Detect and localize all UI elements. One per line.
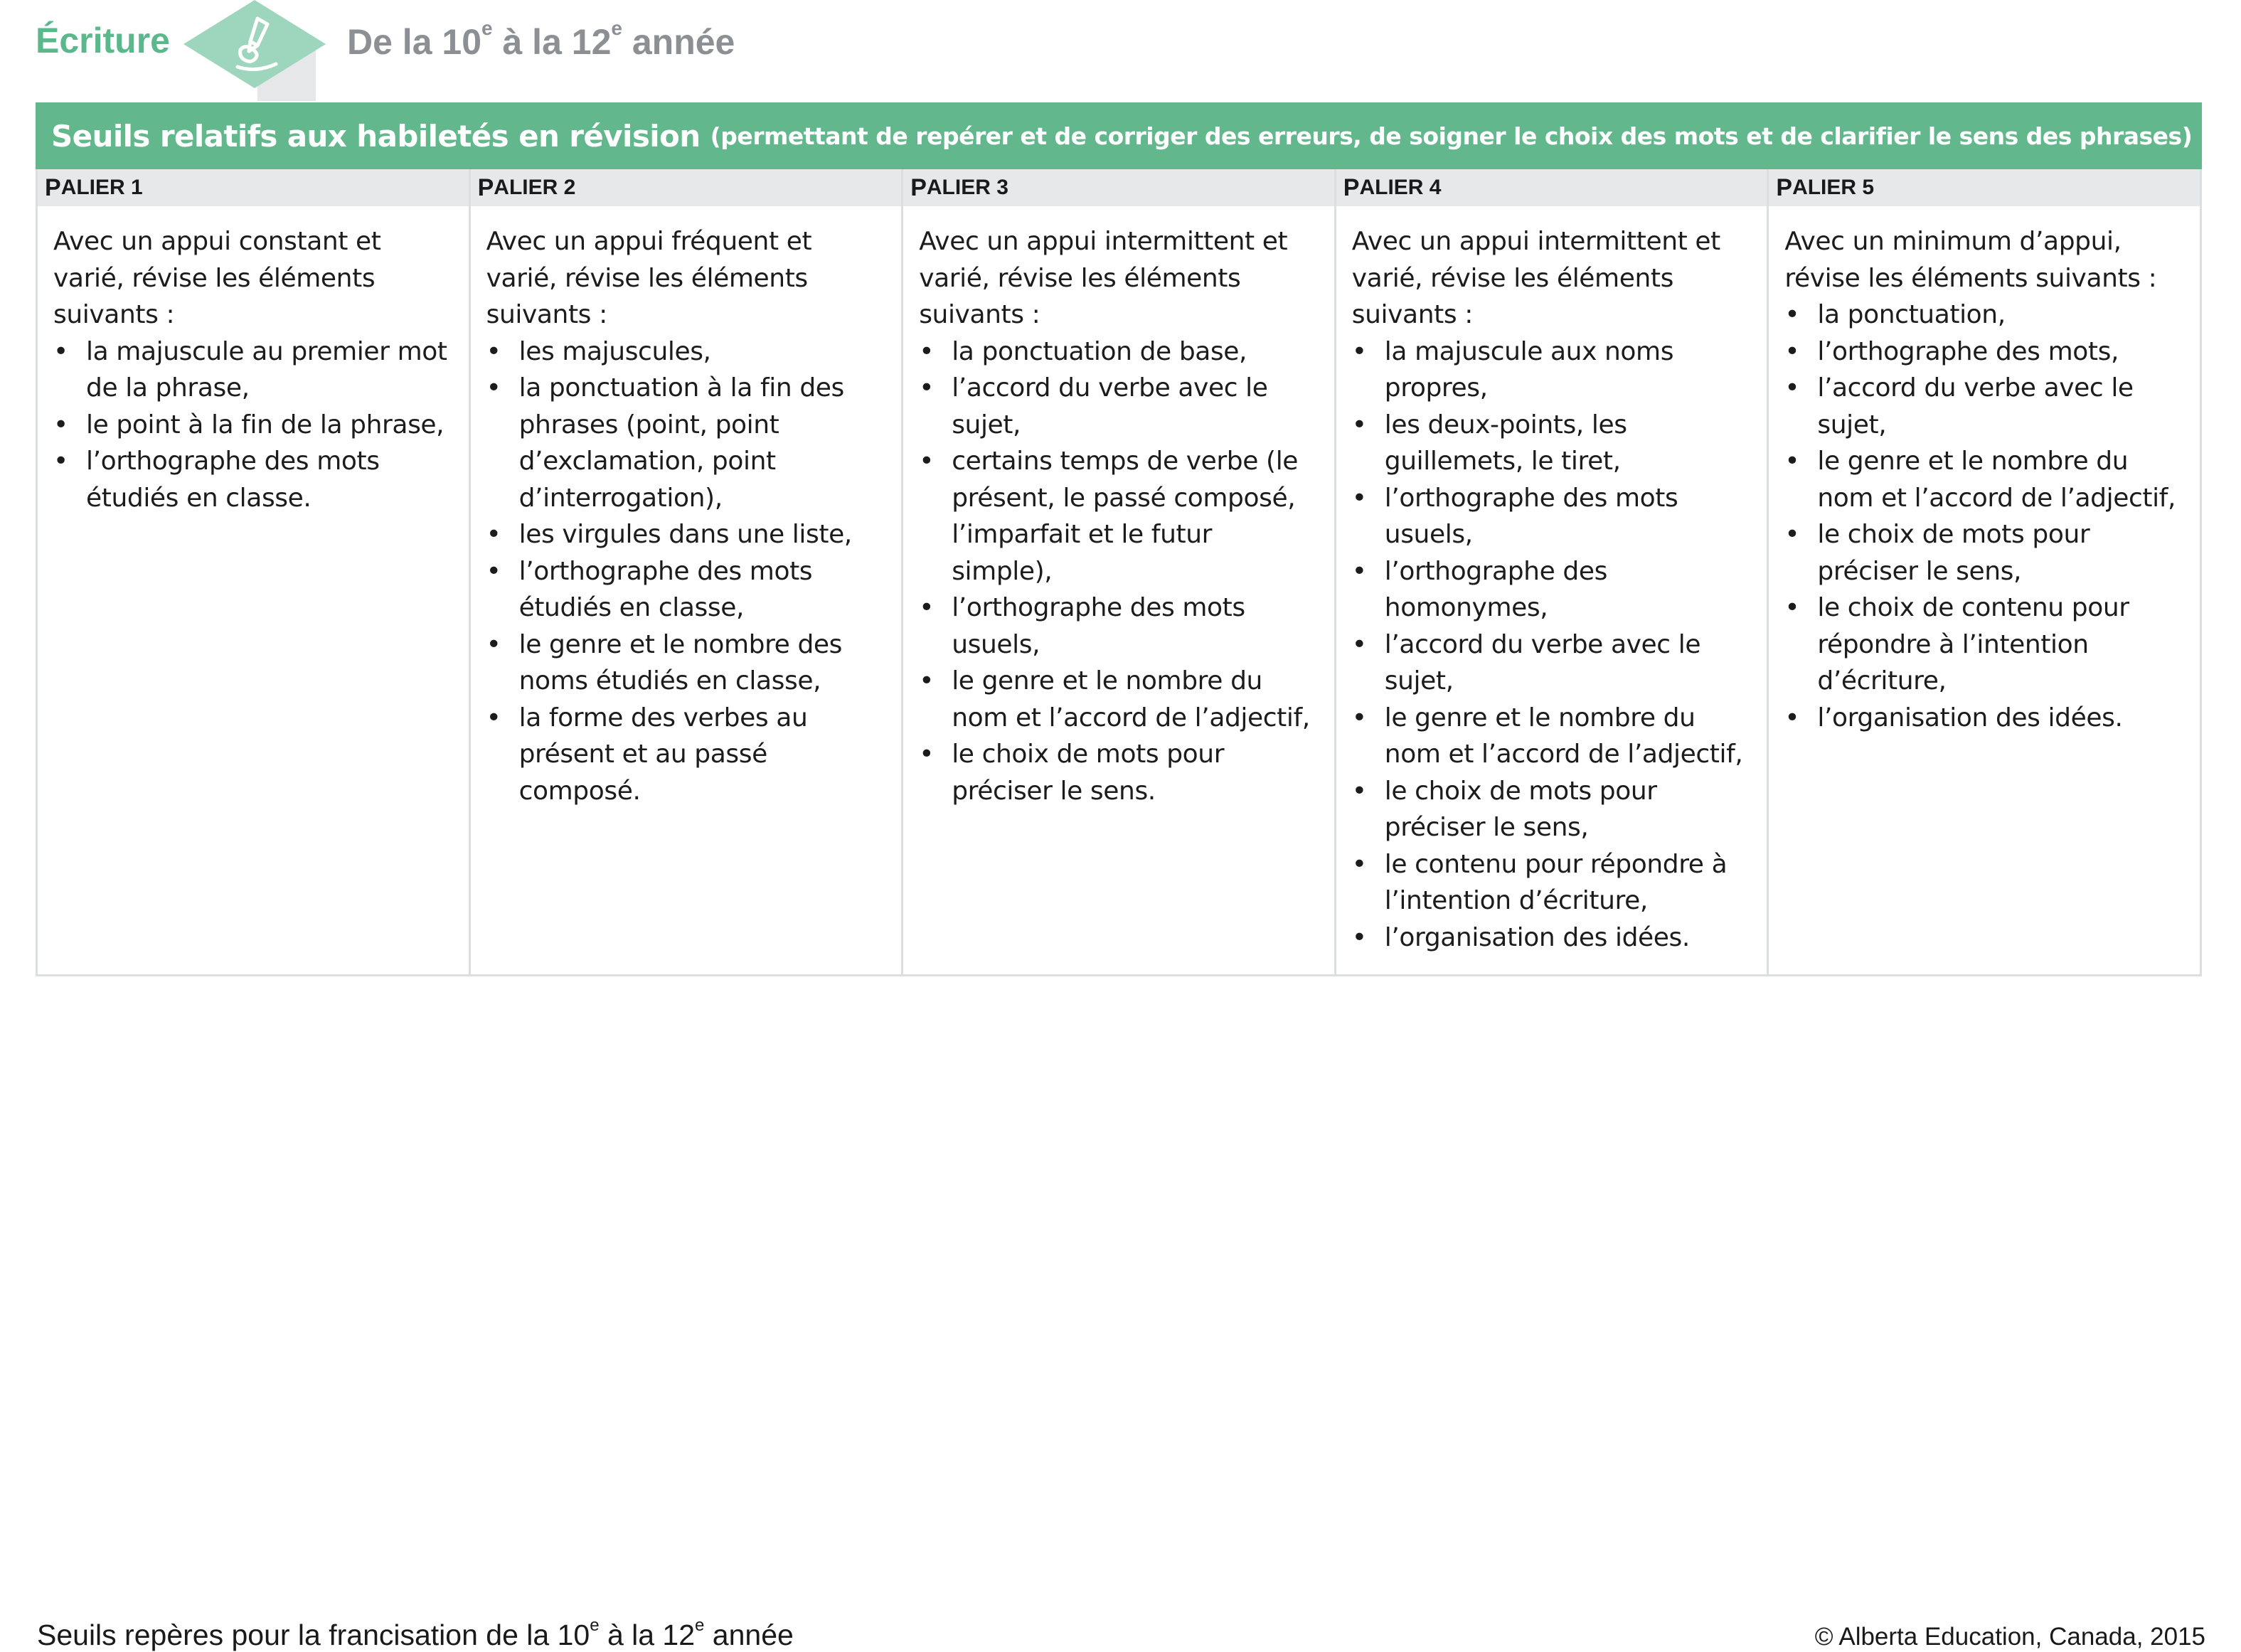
palier-intro: Avec un appui fréquent et varié, révise les éléments suivants : — [486, 227, 812, 329]
palier-body — [471, 206, 902, 974]
palier-intro: Avec un appui constant et varié, révise les éléments suivants : — [53, 227, 381, 329]
grade-text-3: année — [622, 22, 735, 62]
footer-sup-1: e — [590, 1616, 600, 1635]
palier-column — [903, 169, 1336, 974]
palier-header-text: ALIER 5 — [1792, 176, 1875, 199]
list-item: • le genre et le nombre du nom et l’accord de l’adjectif, — [919, 663, 1320, 736]
list-item: • les virgules dans une liste, — [486, 516, 888, 553]
palier-header — [38, 169, 469, 206]
palier-header-text: ALIER 3 — [926, 176, 1008, 199]
list-item: • la forme des verbes au présent et au passé composé. — [486, 700, 888, 810]
palier-column — [1336, 169, 1769, 974]
list-item: • l’organisation des idées. — [1352, 920, 1753, 956]
grade-range — [347, 17, 735, 63]
list-item: • le contenu pour répondre à l’intention d’écriture, — [1352, 846, 1753, 920]
palier-list — [486, 334, 888, 810]
list-item: • l’accord du verbe avec le sujet, — [1352, 627, 1753, 700]
footer-copyright: © Alberta Education, Canada, 2015 — [1814, 1623, 2205, 1651]
table-title: Seuils relatifs aux habiletés en révision — [51, 118, 701, 154]
palier-intro: Avec un minimum d’appui, révise les éléments suivants : — [1784, 227, 2157, 293]
palier-list — [53, 334, 454, 517]
grade-text-1: De la 10 — [347, 22, 482, 62]
palier-header — [903, 169, 1334, 206]
grade-sup-1: e — [481, 17, 493, 39]
palier-list — [1352, 334, 1753, 956]
list-item: • l’orthographe des mots usuels, — [1352, 480, 1753, 553]
palier-header-text: ALIER 1 — [60, 176, 143, 199]
palier-header — [1336, 169, 1767, 206]
palier-list — [919, 334, 1320, 810]
grade-sup-2: e — [611, 17, 622, 39]
subject-title: Écriture — [36, 21, 170, 60]
palier-header — [1769, 169, 2200, 206]
list-item: • la ponctuation, — [1784, 297, 2186, 334]
palier-body — [1769, 206, 2200, 974]
list-item: • le point à la fin de la phrase, — [53, 407, 454, 444]
list-item: • le choix de mots pour préciser le sens, — [1352, 773, 1753, 846]
palier-body — [38, 206, 469, 974]
palier-header-initial: P — [1343, 174, 1360, 201]
list-item: • la majuscule au premier mot de la phrase, — [53, 334, 454, 407]
subject-badge — [183, 0, 347, 100]
footer-text-1: Seuils repères pour la francisation de la 10 — [37, 1619, 590, 1651]
palier-column — [1769, 169, 2202, 974]
pencil-hand-icon — [183, 0, 347, 100]
grade-text-2: à la 12 — [492, 22, 612, 62]
list-item: • la ponctuation à la fin des phrases (point, point d’exclamation, point d’interrogation), — [486, 370, 888, 516]
list-item: • le genre et le nombre du nom et l’accord de l’adjectif, — [1784, 443, 2186, 516]
table-columns — [36, 169, 2202, 976]
list-item: • l’orthographe des mots étudiés en classe, — [486, 553, 888, 627]
palier-intro: Avec un appui intermittent et varié, révise les éléments suivants : — [919, 227, 1288, 329]
palier-intro: Avec un appui intermittent et varié, révise les éléments suivants : — [1351, 227, 1720, 329]
palier-header-initial: P — [477, 174, 494, 201]
palier-header — [471, 169, 902, 206]
footer-title — [37, 1616, 794, 1652]
palier-header-initial: P — [1776, 174, 1793, 201]
list-item: • la majuscule aux noms propres, — [1352, 334, 1753, 407]
page-header — [36, 0, 1031, 92]
footer-text-2: à la 12 — [599, 1619, 696, 1651]
palier-column — [38, 169, 471, 974]
table-title-bar — [36, 102, 2202, 169]
list-item: • l’orthographe des mots étudiés en classe. — [53, 443, 454, 516]
list-item: • l’orthographe des mots usuels, — [919, 590, 1320, 663]
palier-header-initial: P — [910, 174, 927, 201]
palier-body — [1336, 206, 1767, 974]
list-item: • le genre et le nombre du nom et l’accord de l’adjectif, — [1352, 700, 1753, 773]
footer-text-3: année — [704, 1619, 794, 1651]
palier-header-text: ALIER 4 — [1359, 176, 1442, 199]
list-item: • l’orthographe des mots, — [1784, 334, 2186, 371]
list-item: • le choix de mots pour préciser le sens. — [919, 736, 1320, 809]
palier-column — [471, 169, 904, 974]
list-item: • le choix de mots pour préciser le sens, — [1784, 516, 2186, 590]
palier-header-initial: P — [45, 174, 61, 201]
list-item: • l’orthographe des homonymes, — [1352, 553, 1753, 627]
list-item: • le choix de contenu pour répondre à l’intention d’écriture, — [1784, 590, 2186, 700]
palier-list — [1784, 297, 2186, 736]
palier-body — [903, 206, 1334, 974]
table-subtitle: (permettant de repérer et de corriger des erreurs, de soigner le choix des mots et de clarifier le sens des phrases) — [710, 122, 2193, 150]
list-item: • l’accord du verbe avec le sujet, — [919, 370, 1320, 443]
list-item: • le genre et le nombre des noms étudiés en classe, — [486, 627, 888, 700]
palier-header-text: ALIER 2 — [494, 176, 576, 199]
list-item: • les majuscules, — [486, 334, 888, 371]
list-item: • certains temps de verbe (le présent, le passé composé, l’imparfait et le futur simple), — [919, 443, 1320, 590]
footer-sup-2: e — [695, 1616, 705, 1635]
thresholds-table — [36, 102, 2202, 976]
list-item: • les deux-points, les guillemets, le tiret, — [1352, 407, 1753, 480]
list-item: • la ponctuation de base, — [919, 334, 1320, 371]
list-item: • l’accord du verbe avec le sujet, — [1784, 370, 2186, 443]
list-item: • l’organisation des idées. — [1784, 700, 2186, 737]
